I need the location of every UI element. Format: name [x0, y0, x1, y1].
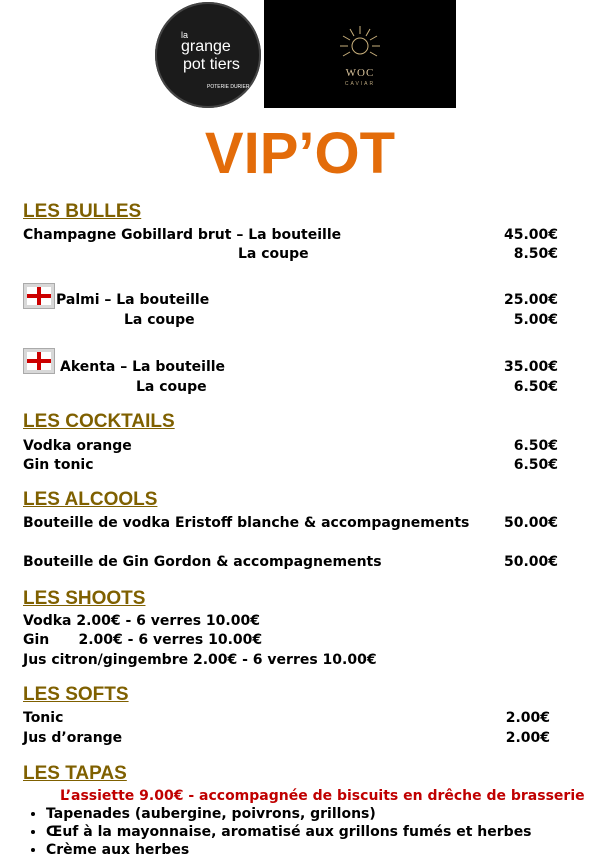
item-gin-gordon: Bouteille de Gin Gordon & accompagnements — [23, 554, 382, 570]
tapas-list — [26, 805, 600, 859]
item-palmi: Palmi – La bouteille — [56, 292, 210, 308]
sunburst-icon — [330, 18, 390, 68]
price-gin-tonic: 6.50€ — [513, 457, 558, 473]
section-heading-tapas: LES TAPAS — [23, 763, 127, 784]
price-jus-orange: 2.00€ — [505, 730, 550, 746]
price-vodka-eristoff: 50.00€ — [503, 515, 558, 531]
section-heading-alcools: LES ALCOOLS — [23, 489, 158, 510]
list-item: • Œuf à la mayonnaise, aromatisé aux grillons fumés et herbes — [46, 823, 600, 841]
woc-name: WOC — [345, 67, 375, 79]
item-vodka-orange: Vodka orange — [23, 438, 132, 454]
section-heading-shoots: LES SHOOTS — [23, 588, 146, 609]
price-champagne-coupe: 8.50€ — [513, 246, 558, 262]
item-vodka-eristoff: Bouteille de vodka Eristoff blanche & accompagnements — [23, 515, 470, 531]
item-champagne: Champagne Gobillard brut – La bouteille — [23, 227, 342, 243]
page-title: VIP’OT — [204, 121, 396, 186]
item-akenta-coupe: La coupe — [136, 379, 207, 395]
section-heading-bulles: LES BULLES — [23, 201, 142, 222]
price-gin-gordon: 50.00€ — [503, 554, 558, 570]
section-heading-softs: LES SOFTS — [23, 684, 129, 705]
woc-caviar-logo — [264, 0, 456, 108]
price-vodka-orange: 6.50€ — [513, 438, 558, 454]
tapas-assiette: L’assiette 9.00€ - accompagnée de biscuits en drêche de brasserie — [60, 788, 585, 804]
shoot-line-gin: Gin 2.00€ - 6 verres 10.00€ — [23, 632, 263, 648]
price-champagne: 45.00€ — [503, 227, 558, 243]
list-item: • Tapenades (aubergine, poivrons, grillons) — [46, 805, 600, 823]
item-jus-orange: Jus d’orange — [23, 730, 123, 746]
item-akenta: Akenta – La bouteille — [60, 359, 226, 375]
price-palmi: 25.00€ — [503, 292, 558, 308]
item-palmi-coupe: La coupe — [124, 312, 195, 328]
woc-sub: CAVIAR — [344, 81, 376, 87]
sardinia-flag-icon — [23, 283, 55, 309]
sardinia-flag-icon — [23, 348, 55, 374]
item-tonic: Tonic — [23, 710, 64, 726]
grange-aux-potiers-logo — [155, 2, 261, 108]
logo-subtext: POTERIE DURIER — [207, 84, 250, 90]
list-item: • Crème aux herbes — [46, 841, 600, 859]
section-heading-cocktails: LES COCKTAILS — [23, 411, 175, 432]
price-palmi-coupe: 5.00€ — [513, 312, 558, 328]
price-akenta: 35.00€ — [503, 359, 558, 375]
price-akenta-coupe: 6.50€ — [513, 379, 558, 395]
item-gin-tonic: Gin tonic — [23, 457, 94, 473]
logo-text: grange — [181, 38, 231, 55]
shoot-line-vodka: Vodka 2.00€ - 6 verres 10.00€ — [23, 613, 260, 629]
price-tonic: 2.00€ — [505, 710, 550, 726]
item-champagne-coupe: La coupe — [238, 246, 309, 262]
logo-text: pot tiers — [183, 56, 240, 73]
logo-text: la — [181, 30, 189, 40]
shoot-line-jus: Jus citron/gingembre 2.00€ - 6 verres 10.00€ — [23, 652, 377, 668]
